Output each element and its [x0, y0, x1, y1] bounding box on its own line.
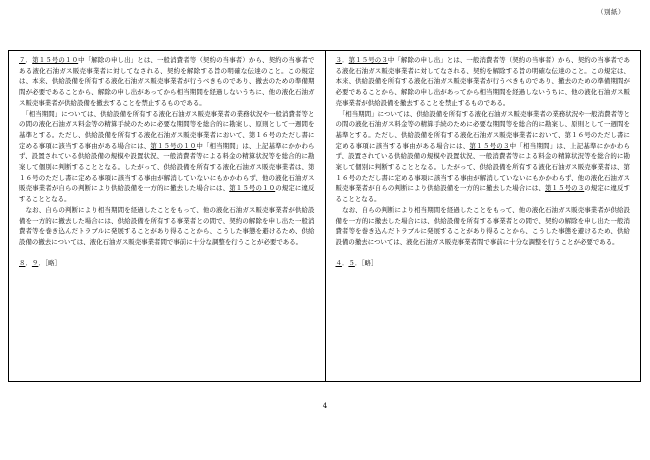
left-paragraph-3: なお、自らの判断により相当期間を経過したことをもって、他の液化石油ガス販売事業者が供給設備を一方的に撤去した場合には、供給設備を所有する事業者との間で、契約の解除を申し出た一般消費者等を巻き込んだトラブルに発展することがあり得ることから、こうした事態を避けるため、供給設備の撤去については、液化石油ガス販売事業者間で事前に十分な調整を行うことが必要である。 [19, 205, 315, 246]
right-omitted-items: ４．５．［略］ [335, 259, 378, 268]
right-item-number: ３ [335, 56, 343, 64]
annex-label: （別紙） [597, 8, 625, 16]
left-item-number: ７ [19, 56, 26, 64]
right-article-ref: 第１５号の３ [544, 184, 585, 193]
page-number: 4 [322, 402, 328, 410]
comparison-table [8, 50, 641, 382]
right-paragraph-2: 「相当期間」については、供給設備を所有する液化石油ガス販売事業者の業務状況や一般消費者等との間の液化石油ガス料金等の精算手続のために必要な期間等を総合的に勘案し、原則として一週間を基準とする。ただし、供給設備を所有する液化石油ガス販売事業者において、第１６号のただし書に定める事項に該当する事由がある場合には、第１５号の３中「相当期間」は、上記基準にかかわらず、設置されている供給設備の規模や設置状況、一般消費者等による料金の精算状況等を総合的に勘案して個別に判断することとなる。したがって、供給設備を所有する液化石油ガス販売事業者は、第１６号のただし書に定める事項に該当する事由が解消していないにもかかわらず、他の液化石油ガス販売事業者が自らの判断により供給設備を一方的に撤去した場合には、第１５号の３の規定に違反することとなる。 [335, 109, 630, 204]
left-omitted-items: ８．９．［略］ [19, 259, 61, 268]
left-paragraph-1: ７．第１５号の１０中「解除の申し出」とは、一般消費者等（契約の当事者）から、契約の当事者である液化石油ガス販売事業者に対してなされる、契約を解除する旨の明確な伝達のこと。この規定は、本来、供給設備を所有する液化石油ガス販売事業者が行うべきものであり、撤去のための準備期間が必要であることから、解除の申し出があってから相当期間を経過しないうちに、他の液化石油ガス販売事業者が供給設備を撤去することを禁止するものである。 [19, 56, 315, 107]
right-column [325, 51, 641, 381]
right-paragraph-1: ３．第１５号の３中「解除の申し出」とは、一般消費者等（契約の当事者）から、契約の当事者である液化石油ガス販売事業者に対してなされる、契約を解除する旨の明確な伝達のこと。この規定は、本来、供給設備を所有する液化石油ガス販売事業者が行うべきものであり、撤去のための準備期間が必要であることから、解除の申し出があってから相当期間を経過しないうちに、他の液化石油ガス販売事業者が供給設備を撤去することを禁止するものである。 [335, 56, 630, 107]
right-article-ref: 第１５号の３ [348, 56, 388, 64]
left-article-ref: 第１５号の１０ [32, 56, 79, 64]
left-article-ref: 第１５号の１０ [150, 141, 197, 150]
right-article-ref: 第１５号の３ [469, 141, 510, 150]
left-column [9, 51, 325, 381]
right-paragraph-3: なお、自らの判断により相当期間を経過したことをもって、他の液化石油ガス販売事業者が供給設備を一方的に撤去した場合には、供給設備を所有する事業者との間で、契約の解除を申し出た一般消費者等を巻き込んだトラブルに発展することがあり得ることから、こうした事態を避けるため、供給設備の撤去については、液化石油ガス販売事業者間で事前に十分な調整を行うことが必要である。 [335, 205, 630, 246]
left-paragraph-2: 「相当期間」については、供給設備を所有する液化石油ガス販売事業者の業務状況や一般消費者等との間の液化石油ガス料金等の精算手続のために必要な期間等を総合的に勘案し、原則として一週間を基準とする。ただし、供給設備を所有する液化石油ガス販売事業者において、第１６号のただし書に定める事項に該当する事由がある場合には、第１５号の１０中「相当期間」は、上記基準にかかわらず、設置されている供給設備の規模や設置状況、一般消費者等による料金の精算状況等を総合的に勘案して個別に判断することとなる。したがって、供給設備を所有する液化石油ガス販売事業者は、第１６号のただし書に定める事項に該当する事由が解消していないにもかかわらず、他の液化石油ガス販売事業者が自らの判断により供給設備を一方的に撤去した場合には、第１５号の１０の規定に違反することとなる。 [19, 109, 315, 204]
left-article-ref: 第１５号の１０ [229, 184, 276, 193]
